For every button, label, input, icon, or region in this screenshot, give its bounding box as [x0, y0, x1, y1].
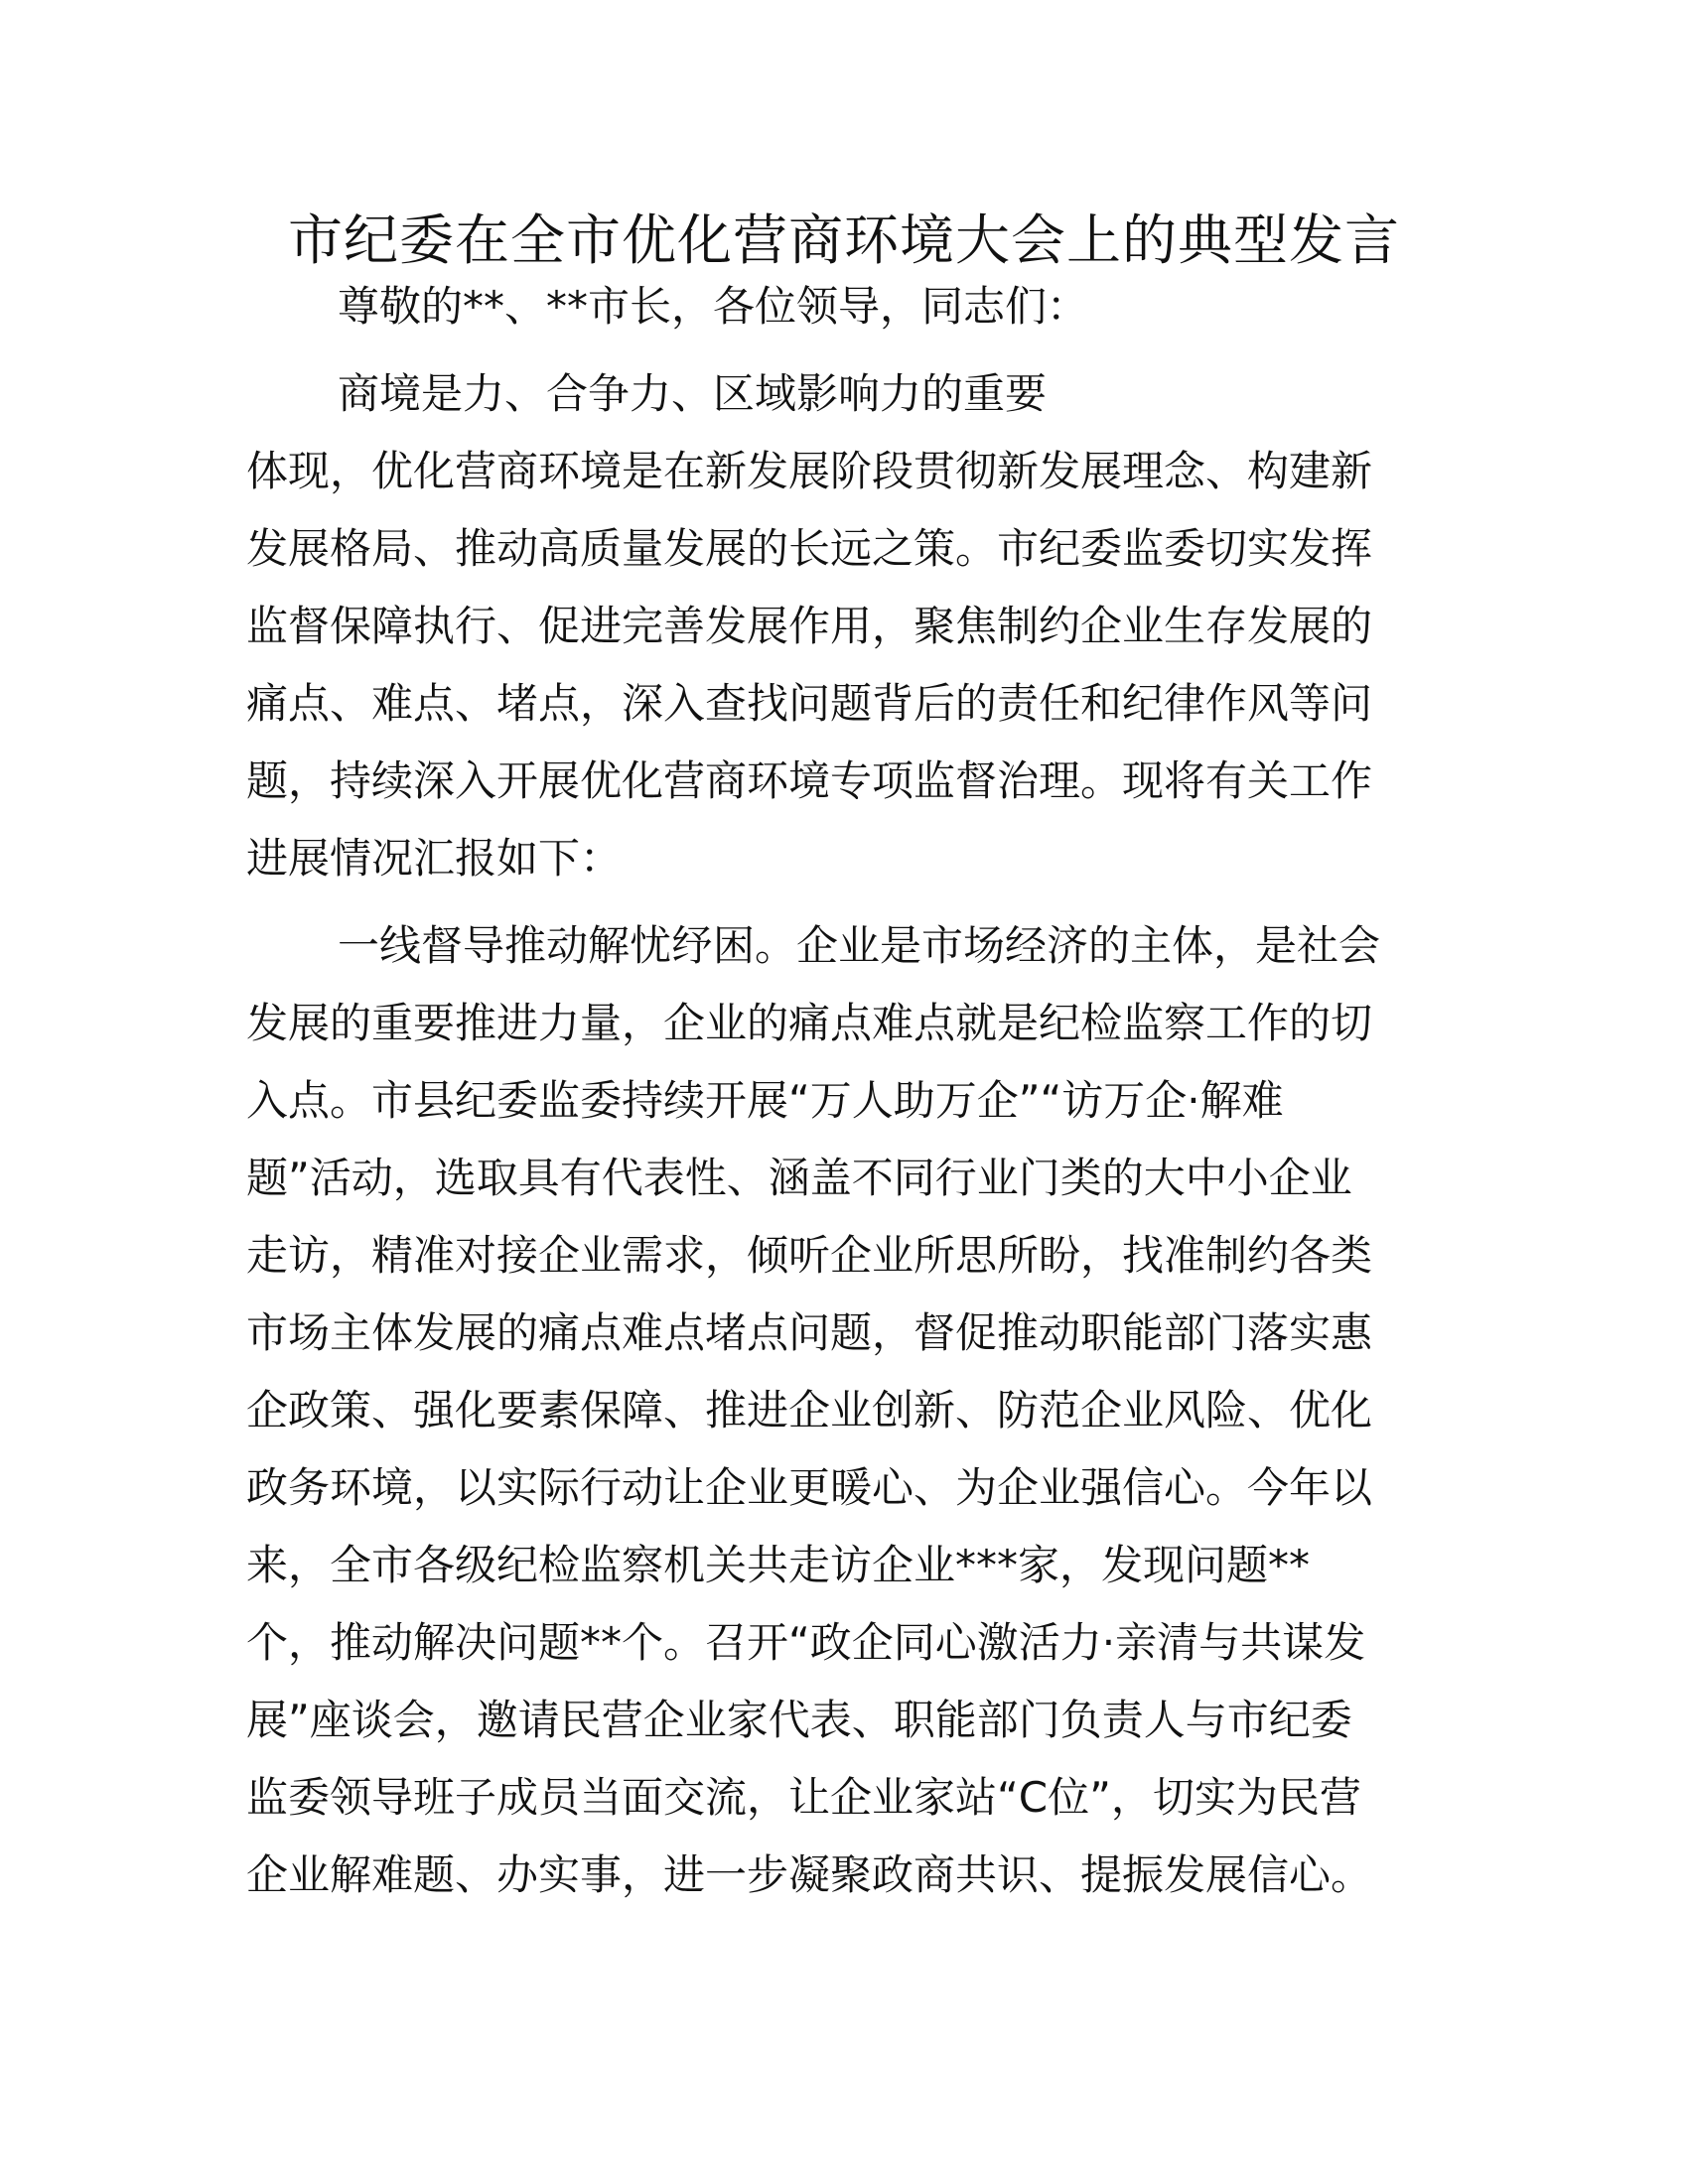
- paragraph-1-line: 进展情况汇报如下：: [246, 834, 623, 883]
- paragraph-1-line: 痛点、难点、堵点，深入查找问题背后的责任和纪律作风等问: [246, 679, 1373, 728]
- paragraph-2-line: 发展的重要推进力量，企业的痛点难点就是纪检监察工作的切: [246, 999, 1373, 1047]
- paragraph-2-line: 走访，精准对接企业需求，倾听企业所思所盼，找准制约各类: [246, 1231, 1373, 1280]
- paragraph-2: [246, 907, 1438, 1914]
- paragraph-2-line: 企政策、强化要素保障、推进企业创新、防范企业风险、优化: [246, 1386, 1373, 1434]
- paragraph-2-line: 企业解难题、办实事，进一步凝聚政商共识、提振发展信心。: [246, 1850, 1373, 1899]
- document-title: 市纪委在全市优化营商环境大会上的典型发言: [287, 208, 1400, 272]
- paragraph-1-line: 发展格局、推动高质量发展的长远之策。市纪委监委切实发挥: [246, 524, 1373, 573]
- paragraph-1-line: 体现，优化营商环境是在新发展阶段贯彻新发展理念、构建新: [246, 447, 1373, 495]
- paragraph-2-line: 市场主体发展的痛点难点堵点问题，督促推动职能部门落实惠: [246, 1308, 1373, 1357]
- document-body: [246, 268, 1438, 1914]
- paragraph-2-line: 入点。市县纪委监委持续开展“万人助万企”“访万企·解难: [246, 1076, 1284, 1125]
- paragraph-2-line: 一线督导推动解忧纾困。企业是市场经济的主体，是社会: [338, 921, 1381, 970]
- paragraph-2-line: 来，全市各级纪检监察机关共走访企业***家，发现问题**: [246, 1541, 1311, 1589]
- paragraph-2-line: 个，推动解决问题**个。召开“政企同心激活力·亲清与共谋发: [246, 1618, 1366, 1667]
- paragraph-1-line: 商境是力、合争力、区域影响力的重要: [338, 369, 1048, 418]
- paragraph-2-line: 题”活动，选取具有代表性、涵盖不同行业门类的大中小企业: [246, 1154, 1352, 1202]
- paragraph-2-line: 展”座谈会，邀请民营企业家代表、职能部门负责人与市纪委: [246, 1696, 1352, 1744]
- paragraph-1-line: 监督保障执行、促进完善发展作用，聚焦制约企业生存发展的: [246, 602, 1373, 650]
- salutation: 尊敬的**、**市长，各位领导，同志们：: [338, 282, 1089, 331]
- paragraph-1-line: 题，持续深入开展优化营商环境专项监督治理。现将有关工作: [246, 756, 1373, 805]
- paragraph-2-line: 监委领导班子成员当面交流，让企业家站“C位”，切实为民营: [246, 1773, 1361, 1822]
- paragraph-1: [246, 355, 1438, 897]
- paragraph-2-line: 政务环境，以实际行动让企业更暖心、为企业强信心。今年以: [246, 1463, 1373, 1512]
